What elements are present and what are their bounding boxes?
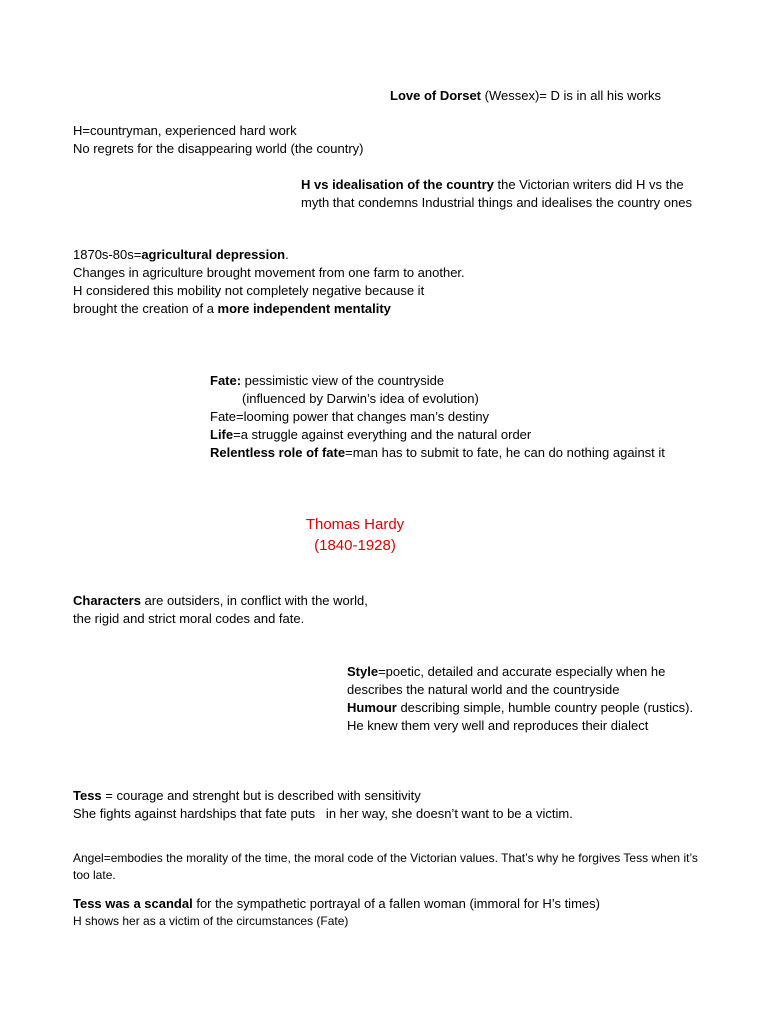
style-note xyxy=(347,663,699,735)
humour-text: describing simple, humble country people (rustics). He knew them very well and reproduces their dialect xyxy=(347,700,694,733)
characters-line-2: the rigid and strict moral codes and fate. xyxy=(73,611,305,626)
humour-paragraph xyxy=(347,699,699,735)
depression-note xyxy=(73,246,465,318)
dorset-note xyxy=(390,87,661,105)
countryman-note xyxy=(73,122,363,158)
scandal-note xyxy=(73,895,600,930)
idealisation-heading: H vs idealisation of the country xyxy=(301,177,494,192)
characters-heading: Characters xyxy=(73,593,141,608)
tess-line-2: She fights against hardships that fate puts in her way, she doesn’t want to be a victim. xyxy=(73,806,573,821)
tess-note xyxy=(73,787,573,823)
style-paragraph xyxy=(347,663,699,699)
depression-line-2: Changes in agriculture brought movement from one farm to another. xyxy=(73,265,465,280)
depression-period: . xyxy=(285,247,289,262)
countryman-line-2: No regrets for the disappearing world (the country) xyxy=(73,141,364,156)
idealisation-note xyxy=(301,176,693,212)
depression-line-4: brought the creation of a xyxy=(73,301,218,316)
depression-heading: agricultural depression xyxy=(141,247,286,262)
style-heading: Style xyxy=(347,664,379,679)
scandal-line-2: H shows her as a victim of the circumstances (Fate) xyxy=(73,914,349,928)
style-text: =poetic, detailed and accurate especially when he describes the natural world and the countryside xyxy=(347,664,666,697)
humour-heading: Humour xyxy=(347,700,397,715)
tess-heading: Tess xyxy=(73,788,102,803)
angel-note xyxy=(73,850,713,884)
relentless-fate-heading: Relentless role of fate xyxy=(210,445,346,460)
characters-note xyxy=(73,592,368,628)
author-years: (1840-1928) xyxy=(314,537,396,554)
fate-text: pessimistic view of the countryside xyxy=(241,373,445,388)
tess-text: = courage and strenght but is described with sensitivity xyxy=(101,788,421,803)
life-text: =a struggle against everything and the natural order xyxy=(233,427,532,442)
characters-text: are outsiders, in conflict with the world, xyxy=(140,593,368,608)
relentless-fate-text: =man has to submit to fate, he can do nothing against it xyxy=(345,445,665,460)
dorset-heading: Love of Dorset xyxy=(390,88,482,103)
scandal-text: for the sympathetic portrayal of a fallen woman (immoral for H’s times) xyxy=(192,896,600,911)
depression-years: 1870s-80s= xyxy=(73,247,142,262)
author-name: Thomas Hardy xyxy=(305,516,405,533)
idealisation-text: the Victorian writers did H vs the myth that condemns Industrial things and idealises the country ones xyxy=(301,177,692,210)
fate-note xyxy=(210,372,696,462)
page-title xyxy=(255,514,455,556)
angel-text: Angel=embodies the morality of the time, the moral code of the Victorian values. That’s why he forgives Tess when it’s too late. xyxy=(73,851,698,882)
fate-heading: Fate: xyxy=(210,373,242,388)
fate-definition: Fate=looming power that changes man’s destiny xyxy=(210,409,490,424)
scandal-heading: Tess was a scandal xyxy=(73,896,193,911)
dorset-text: (Wessex)= D is in all his works xyxy=(481,88,662,103)
depression-line-3: H considered this mobility not completely negative because it xyxy=(73,283,425,298)
independent-mentality: more independent mentality xyxy=(217,301,391,316)
life-heading: Life xyxy=(210,427,234,442)
fate-darwin: (influenced by Darwin’s idea of evolution) xyxy=(242,391,479,406)
countryman-line-1: H=countryman, experienced hard work xyxy=(73,123,297,138)
